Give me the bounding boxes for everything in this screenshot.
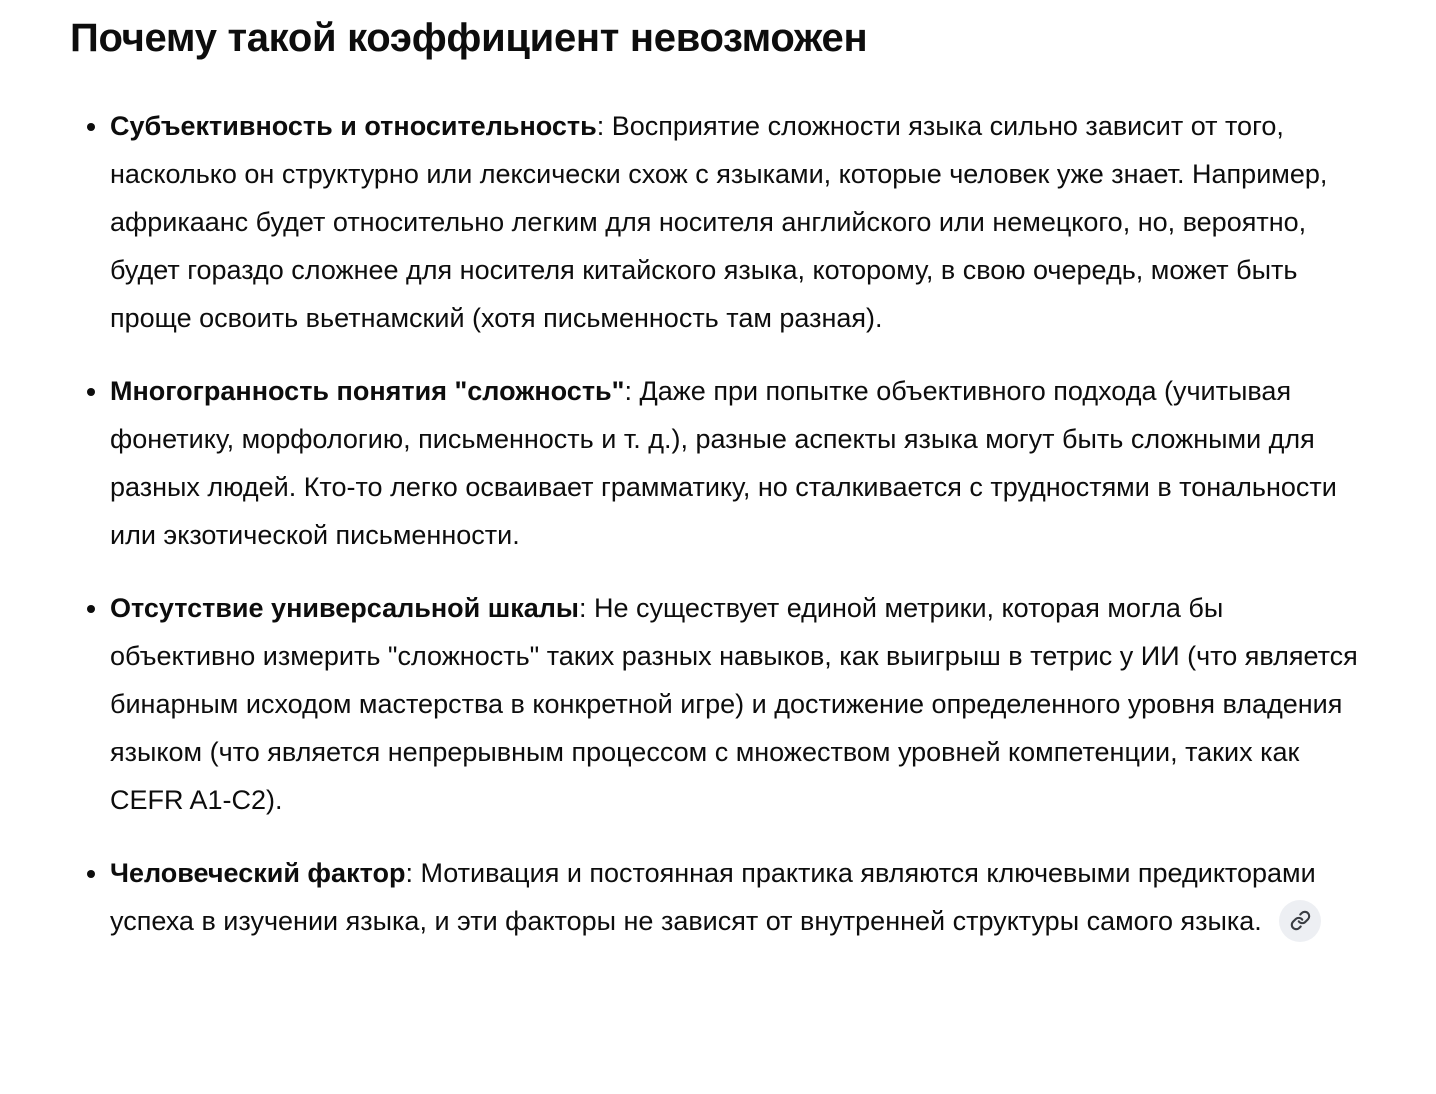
list-item-lead: Человеческий фактор — [110, 858, 406, 888]
list-item-lead: Отсутствие универсальной шкалы — [110, 593, 579, 623]
citation-link-button[interactable] — [1279, 900, 1321, 942]
list-item-text: : Мотивация и постоянная практика являются ключевыми предикторами успеха в изучении языка, и эти факторы не зависят от внутренней структуры самого языка. — [110, 858, 1316, 936]
list-item-lead: Многогранность понятия "сложность" — [110, 376, 625, 406]
list-item — [110, 849, 1372, 945]
list-item — [110, 367, 1372, 559]
bullet-list — [70, 102, 1372, 945]
link-icon — [1290, 910, 1311, 931]
list-item — [110, 102, 1372, 342]
list-item — [110, 584, 1372, 824]
list-item-text: : Восприятие сложности языка сильно зависит от того, насколько он структурно или лексически схож с языками, которые человек уже знает. Например, африкаанс будет относительно легким для носителя английского или немецкого, но, вероятно, будет гораздо сложнее для носителя китайского языка, которому, в свою очередь, может быть проще освоить вьетнамский (хотя письменность там разная). — [110, 111, 1328, 333]
list-item-text: : Не существует единой метрики, которая могла бы объективно измерить "сложность" таких разных навыков, как выигрыш в тетрис у ИИ (что является бинарным исходом мастерства в конкретной игре) и достижение определенного уровня владения языком (что является непрерывным процессом с множеством уровней компетенции, таких как CEFR A1-C2). — [110, 593, 1358, 815]
section-heading: Почему такой коэффициент невозможен — [70, 16, 868, 60]
list-item-lead: Субъективность и относительность — [110, 111, 597, 141]
list-item-text: : Даже при попытке объективного подхода (учитывая фонетику, морфологию, письменность и т. д.), разные аспекты языка могут быть сложными для разных людей. Кто-то легко осваивает грамматику, но сталкивается с трудностями в тональности или экзотической письменности. — [110, 376, 1337, 550]
